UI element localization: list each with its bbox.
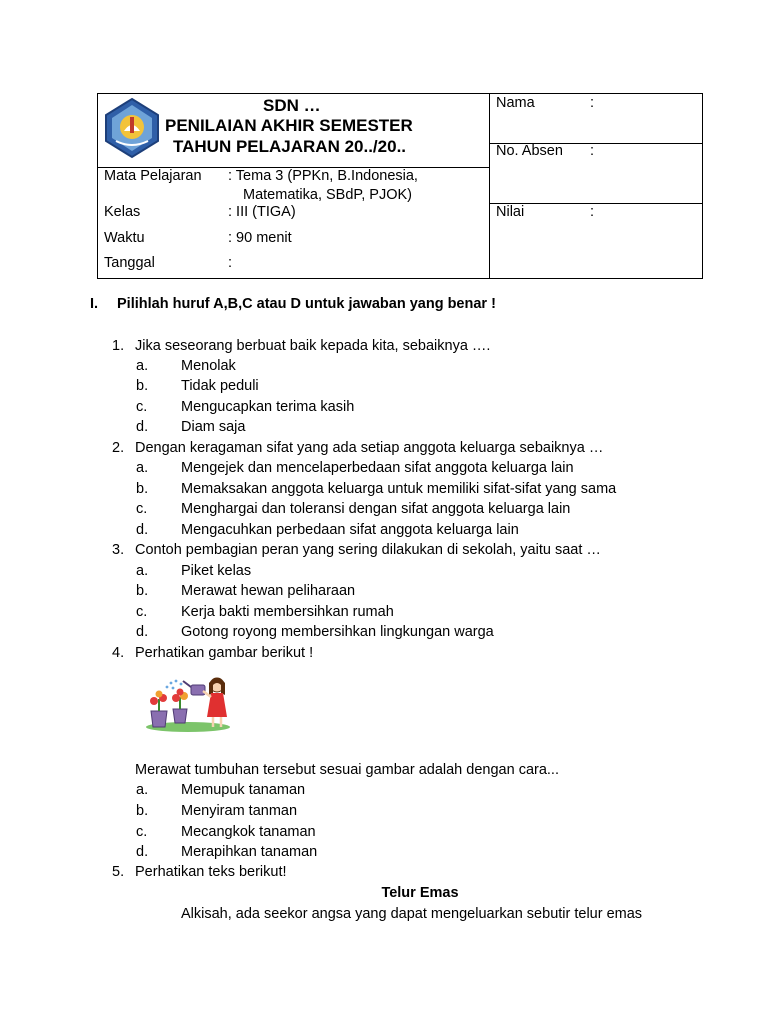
question-number: 4. bbox=[112, 645, 125, 661]
question-text: Contoh pembagian peran yang sering dilakukan di sekolah, yaitu saat … bbox=[135, 542, 601, 558]
option-text: Menghargai dan toleransi dengan sifat anggota keluarga lain bbox=[181, 501, 571, 517]
option-text: Kerja bakti membersihkan rumah bbox=[181, 604, 394, 620]
option-text: Mengacuhkan perbedaan sifat anggota keluarga lain bbox=[181, 522, 519, 538]
option-text: Mengucapkan terima kasih bbox=[181, 399, 355, 415]
option-letter: a. bbox=[136, 460, 149, 476]
question-text: Jika seseorang berbuat baik kepada kita, sebaiknya …. bbox=[135, 338, 491, 354]
option-text: Mecangkok tanaman bbox=[181, 824, 316, 840]
time-value: : 90 menit bbox=[228, 230, 292, 246]
option-letter: a. bbox=[136, 563, 149, 579]
story-first-line: Alkisah, ada seekor angsa yang dapat mengeluarkan sebutir telur emas bbox=[181, 906, 643, 922]
question-number: 5. bbox=[112, 864, 125, 880]
academic-year: TAHUN PELAJARAN 20../20.. bbox=[173, 137, 407, 156]
score-label: Nilai bbox=[496, 204, 525, 220]
option-text: Memupuk tanaman bbox=[181, 782, 306, 798]
score-colon: : bbox=[590, 204, 595, 220]
absen-label: No. Absen bbox=[496, 143, 563, 159]
question-text: Perhatikan gambar berikut ! bbox=[135, 645, 314, 661]
option-text: Tidak peduli bbox=[181, 378, 259, 394]
absen-colon: : bbox=[590, 143, 595, 159]
option-text: Menyiram tanman bbox=[181, 803, 298, 819]
option-text: Diam saja bbox=[181, 419, 246, 435]
option-text: Merawat hewan peliharaan bbox=[181, 583, 356, 599]
header-divider-vertical bbox=[489, 94, 490, 278]
date-label: Tanggal bbox=[104, 255, 155, 271]
option-text: Piket kelas bbox=[181, 563, 252, 579]
time-label: Waktu bbox=[104, 230, 145, 246]
name-label: Nama bbox=[496, 95, 535, 111]
question-text: Perhatikan teks berikut! bbox=[135, 864, 287, 880]
option-letter: b. bbox=[136, 803, 149, 819]
name-colon: : bbox=[590, 95, 595, 111]
section-number: I. bbox=[90, 296, 99, 312]
exam-header-box bbox=[97, 93, 703, 279]
school-logo-icon bbox=[102, 97, 162, 159]
option-text: Mengejek dan mencelaperbedaan sifat anggota keluarga lain bbox=[181, 460, 574, 476]
question-number: 2. bbox=[112, 440, 125, 456]
date-value: : bbox=[228, 255, 233, 271]
exam-title: PENILAIAN AKHIR SEMESTER bbox=[165, 116, 413, 135]
subject-value-cont: Matematika, SBdP, PJOK) bbox=[243, 187, 412, 203]
option-letter: d. bbox=[136, 844, 149, 860]
option-letter: c. bbox=[136, 501, 148, 517]
class-value: : III (TIGA) bbox=[228, 204, 296, 220]
option-letter: d. bbox=[136, 522, 149, 538]
question-stem-after-image: Merawat tumbuhan tersebut sesuai gambar adalah dengan cara... bbox=[135, 762, 559, 778]
option-letter: c. bbox=[136, 399, 148, 415]
section-instruction: Pilihlah huruf A,B,C atau D untuk jawaban yang benar ! bbox=[117, 296, 496, 312]
question-number: 1. bbox=[112, 338, 125, 354]
option-letter: d. bbox=[136, 419, 149, 435]
option-text: Memaksakan anggota keluarga untuk memiliki sifat-sifat yang sama bbox=[181, 481, 617, 497]
question-number: 3. bbox=[112, 542, 125, 558]
option-letter: b. bbox=[136, 378, 149, 394]
option-letter: b. bbox=[136, 583, 149, 599]
class-label: Kelas bbox=[104, 204, 141, 220]
story-title: Telur Emas bbox=[381, 885, 459, 901]
girl-watering-plants-illustration bbox=[143, 673, 233, 735]
option-text: Gotong royong membersihkan lingkungan warga bbox=[181, 624, 494, 640]
option-letter: a. bbox=[136, 358, 149, 374]
option-letter: c. bbox=[136, 604, 148, 620]
option-letter: b. bbox=[136, 481, 149, 497]
option-letter: d. bbox=[136, 624, 149, 640]
question-text: Dengan keragaman sifat yang ada setiap anggota keluarga sebaiknya … bbox=[135, 440, 604, 456]
option-letter: a. bbox=[136, 782, 149, 798]
subject-value: : Tema 3 (PPKn, B.Indonesia, bbox=[228, 168, 418, 184]
option-text: Merapihkan tanaman bbox=[181, 844, 318, 860]
option-letter: c. bbox=[136, 824, 148, 840]
option-text: Menolak bbox=[181, 358, 236, 374]
school-name: SDN … bbox=[263, 96, 321, 115]
subject-label: Mata Pelajaran bbox=[104, 168, 202, 184]
